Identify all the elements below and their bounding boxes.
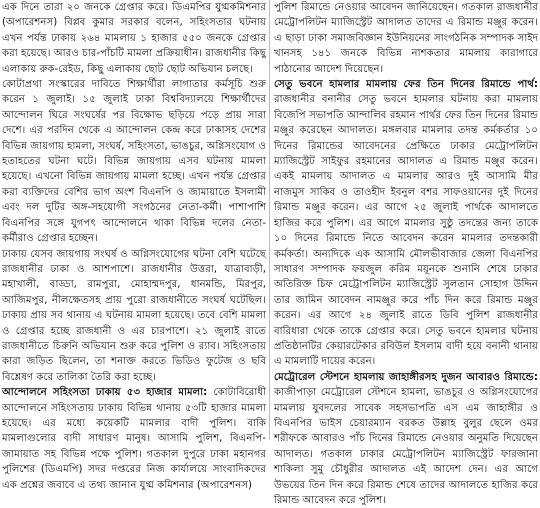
paragraph-text: ঢাকায় যেসব জায়গায় সংঘর্ষ ও অগ্নিসংযোগের ঘটনা বেশি ঘটেছে রাজধানীর ঢাকা ও আশপাশে। রাজধানীর উত্তরা, যাত্রাবাড়ী, মহাখালী, বাড্ডা, রামপুরা, মোহাম্মদপুর, ধানমন্ডি, মিরপুর, আজিমপুর, নীলক্ষেতসহ প্রায় পুরো রাজধানীতে সংঘর্ষ ঘটেছিল। ঢাকায় প্রায় সব থানায় এ ঘটনায় মামলা হয়েছে। তবে বেশি মামলা ও গ্রেপ্তার হচ্ছে রাজধানী ও এর চারপাশে। ২১ জুলাই রাতে রাজধানীতে চিরুনি অভিযান শুরু করে পুলিশ ও র‍্যাব। সহিংসতায় কারা জড়িত ছিলেন, তা শনাক্ত করতে ভিডিও ফুটেজ ও ছবি বিশ্লেষণ করে তালিকা তৈরি করা হচ্ছে। xyxy=(2,248,266,383)
article-paragraph xyxy=(2,0,266,77)
paragraph-subheading: সেতু ভবনে হামলার মামলায় ফের তিন দিনের রিমান্ডে পার্থ: xyxy=(274,79,538,91)
paragraph-text: রাজধানীর বনানীর সেতু ভবনে হামলার ঘটনায় করা মামলায় বিজেপি সভাপতি আন্দালিব রহমান পার্থর ফের তিন দিনের রিমান্ড মঞ্জুর করেছেন আদালত। মঙ্গলবার মামলার তদন্ত কর্মকর্তার ১০ দিনের রিমান্ডের আবেদনের প্রেক্ষিতে ঢাকার মেট্রোপলিটন ম্যাজিস্ট্রেট সাইফুর রহমানের আদালত এ রিমান্ড মঞ্জুর করেন। একই মামলায় আদালত এ মামলার আরও দুই আসামি মীর নাজমুস সাকিব ও তাওহীদ ইবনুল বশর সাফওয়ানের দুই দিনের রিমান্ড মঞ্জুর করেন। এর আগে ২৫ জুলাই পার্থকে আদালতে হাজির করে পুলিশ। এর আগে মামলার সুষ্ঠু তদন্তের জন্য তাকে ১০ দিনের রিমান্ডে নিতে আবেদন করেন মামলার তদন্তকারী কর্মকর্তা। অন্যদিকে এক আসামি মৌলভীবাজার জেলা বিএনপির সাধারণ সম্পাদক ফয়জুল করিম ময়ূনকে শুনানি শেষে ঢাকার অতিরিক্ত চিফ মেট্রোপলিটন ম্যাজিস্ট্রেট সুলতান সোহাগ উদ্দিন তার জামিন আবেদন নামঞ্জুর করে পাঁচ দিন করে রিমান্ড মঞ্জুর করেন। এর আগে ২৪ জুলাই রাতে ডিবি পুলিশ রাজধানীর বারিধারা থেকে তাকে গ্রেপ্তার করে। সেতু ভবনে হামলার ঘটনায় প্রতিষ্ঠানটির কেয়ারটেকার রবিউল ইসলাম বাদী হয়ে বনানী থানায় এ মামলাটি দায়ের করেন। xyxy=(274,94,538,368)
article-paragraph xyxy=(2,247,266,386)
paragraph-text: কাজীপাড়া মেট্রোরেল স্টেশনে হামলা, ভাঙচুর ও অগ্নিসংযোগের মামলায় যুবদলের সাবেক সহসভাপতি এস এম জাহাঙ্গীর ও বিএনপির ভাইস চেয়ারম্যান বরকত উল্লাহ বুলুর ছেলে ওমর শরীফকে আবারও পাঁচ দিনের রিমান্ডে নেওয়ার অনুমতি দিয়েছেন আদালত। গতকাল ঢাকার মেট্রোপলিটন ম্যাজিস্ট্রেট ফারজানা শাকিলা সুমু চৌধুরীর আদালত এই আদেশ দেন। এর আগে উভয়ের তিন দিন করে রিমান্ড শেষে তাদের আদালতে হাজির করে রিমান্ড আবেদন করে পুলিশ। xyxy=(274,387,538,506)
article-paragraph xyxy=(2,77,266,246)
column-divider xyxy=(269,0,270,440)
paragraph-subheading: মেট্রোরেল স্টেশনে হামলায় জাহাঙ্গীরসহ দুজন আবারও রিমান্ডে: xyxy=(274,371,538,383)
article-column-right xyxy=(274,0,538,506)
article-paragraph xyxy=(274,0,538,77)
article-paragraph xyxy=(2,385,266,493)
paragraph-text: পুলিশ রিমান্ডে নেওয়ার আবেদন জানিয়েছেন। গতকাল রাজধানীর মেট্রোপলিটন ম্যাজিস্ট্রেট আদালত তাদের এ রিমান্ড মঞ্জুর করেন। এ ছাড়া ঢাকা সমাজবিজ্ঞান ইউনিয়নের সাংগঠনিক সম্পাদক সাইদ খানসহ ১৪১ জনকে বিভিন্ন নাশকতার মামলায় কারাগারে পাঠানোর আদেশ দিয়েছেন। xyxy=(274,2,538,75)
paragraph-text: কোটাবিরোধী আন্দোলনে সহিংসতায় ঢাকায় বিভিন্ন থানায় ৫৩টি হাজার মামলা হয়েছে। এর মধ্যে কয়েকটি মামলার বাদী পুলিশ। বাকি মামলাগুলোর বাদী সাধারণ মানুষ। আসামি পুলিশ, বিএনপি-জামায়াত সহ বিভিন্ন পক্ষে পুলিশ। গতকাল দুপুরে ঢাকা মহানগর পুলিশের (ডিএমপি) সদর দপ্তরের নিজ কার্যালয়ে সাংবাদিকদের এক প্রশ্নের জবাবে এ তথ্য জানান যুগ্ম কমিশনার (অপারেশনস) xyxy=(2,387,266,491)
article-paragraph xyxy=(274,77,538,370)
paragraph-subheading: আন্দোলনে সহিংসতা ঢাকায় ৫৩ হাজার মামলা: xyxy=(2,387,214,399)
article-paragraph xyxy=(274,370,538,508)
paragraph-text: কোটাপ্রথা সংস্কারের দাবিতে শিক্ষার্থীরা লাগাতার কর্মসূচি শুরু করেন ১ জুলাই। ১৫ জুলাই ঢাকা বিশ্ববিদ্যালয়ে শিক্ষার্থীদের আন্দোলন ঘিরে সংঘর্ষের পর বিক্ষোভ ছড়িয়ে পড়ে প্রায় সারা দেশে। এর পরদিন থেকে এ আন্দোলন কেন্দ্র করে ঢাকাসহ দেশের বিভিন্ন জায়গায় হামলা, সংঘর্ষ, সহিংসতা, ভাঙচুর, অগ্নিসংযোগ ও হতাহতের ঘটনা ঘটে। বিভিন্ন জায়গায় এসব ঘটনায় মামলা হয়েছে। এখনো বিভিন্ন জায়গায় মামলা হচ্ছে। এখন পর্যন্ত গ্রেপ্তার করা ব্যক্তিদের বেশির ভাগ অংশ বিএনপি ও জামায়াতে ইসলামী এবং দল দুটির অঙ্গ-সহযোগী সংগঠনের নেতা-কর্মী। পাশাপাশি বিএনপির সঙ্গে যুগপৎ আন্দোলনে থাকা বিভিন্ন দলের নেতা-কর্মীরাও গ্রেপ্তার হচ্ছেন। xyxy=(2,79,266,245)
paragraph-text: এক দিনে তারা ২০ জনকে গ্রেপ্তার করে। ডিএমপির যুগ্মকমিশনার (অপারেশনস) বিপ্লব কুমার সরকার বলেন, সহিংসতার ঘটনায় এখন পর্যন্ত ঢাকায় ২৬৪ মামলায় ১ হাজার ৫৫০ জনকে গ্রেপ্তার করা হয়েছে। আরও চার-পাঁচটি মামলা প্রক্রিয়াধীন। রাজধানীর কিছু এলাকায় রুক-রেইড, কিছু এলাকায় ছোট ছোট অভিযান চলছে। xyxy=(2,2,266,75)
article-column-left xyxy=(2,0,266,491)
